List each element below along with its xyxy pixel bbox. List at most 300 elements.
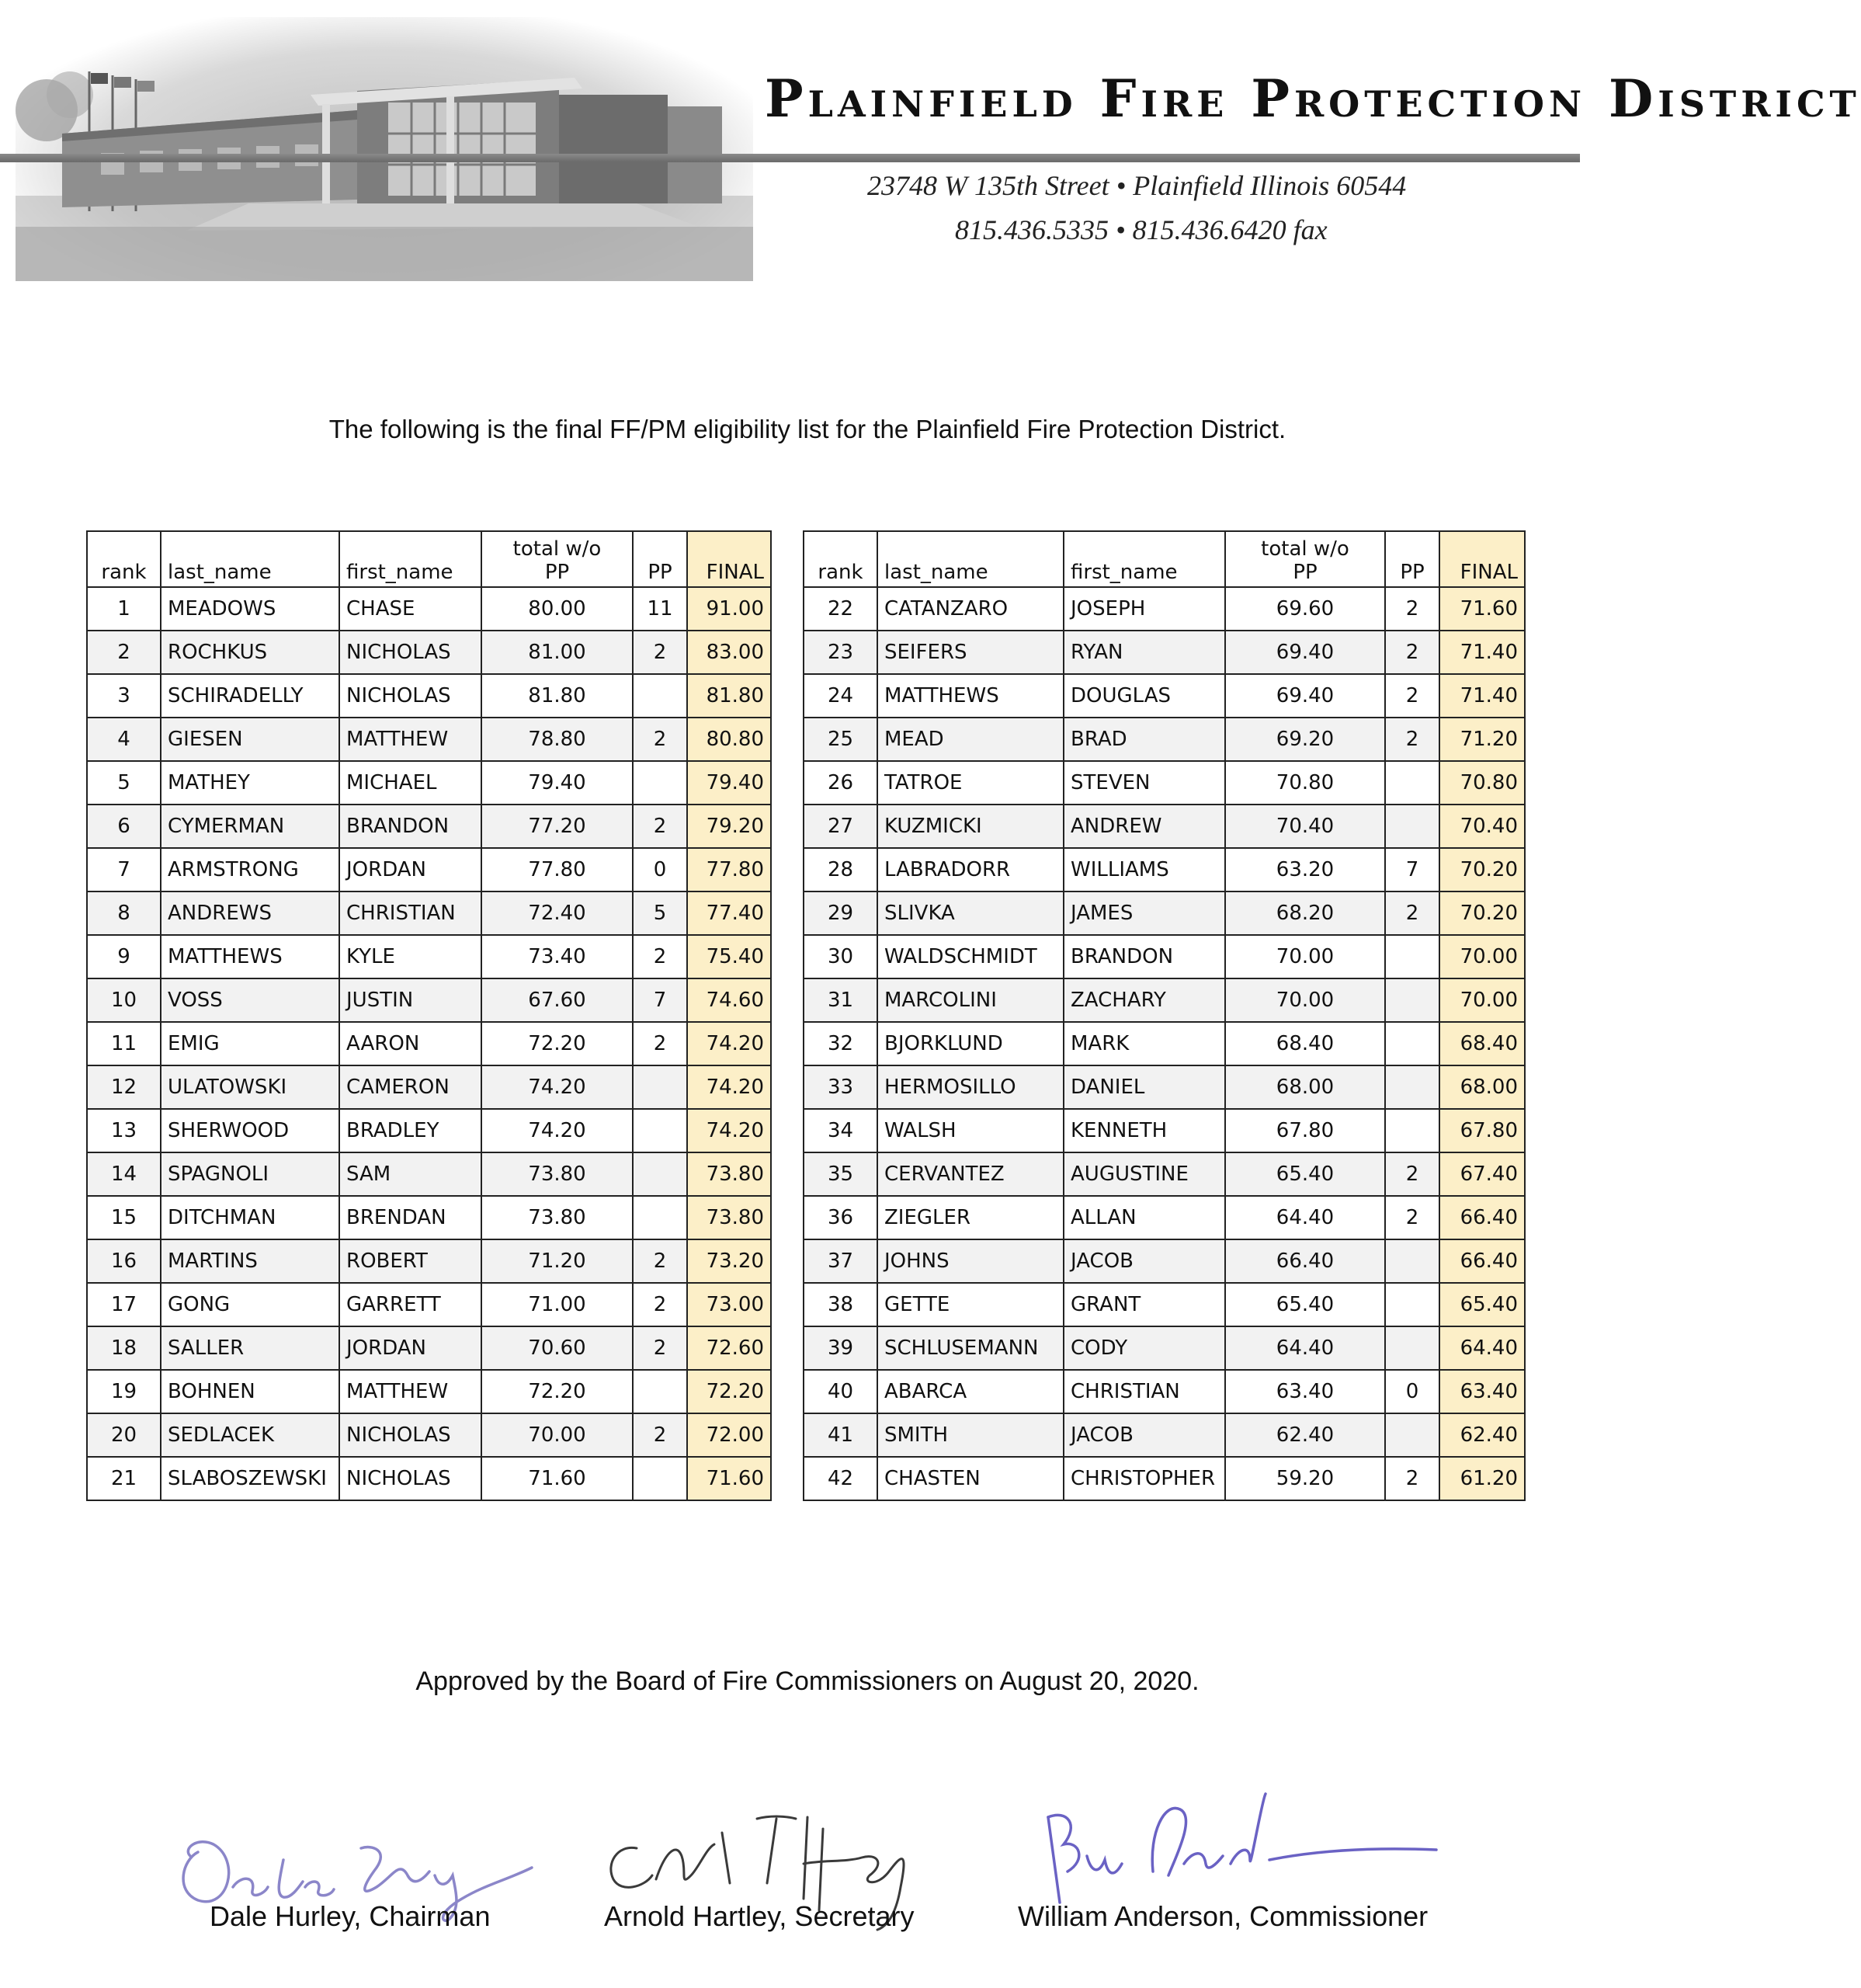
cell-last-name: VOSS	[161, 978, 339, 1022]
cell-rank: 22	[804, 587, 877, 631]
cell-total-without-pp: 63.40	[1225, 1370, 1385, 1413]
cell-final: 74.20	[687, 1065, 771, 1109]
cell-pp: 5	[633, 891, 687, 935]
cell-last-name: WALSH	[877, 1109, 1064, 1152]
table-row	[87, 1152, 771, 1196]
cell-final: 71.20	[1439, 718, 1525, 761]
cell-final: 74.20	[687, 1109, 771, 1152]
cell-first-name: JUSTIN	[339, 978, 481, 1022]
cell-pp	[1385, 1239, 1439, 1283]
cell-last-name: SLABOSZEWSKI	[161, 1457, 339, 1500]
table-row	[804, 1022, 1525, 1065]
cell-rank: 7	[87, 848, 161, 891]
cell-first-name: STEVEN	[1064, 761, 1225, 805]
cell-first-name: SAM	[339, 1152, 481, 1196]
cell-final: 81.80	[687, 674, 771, 718]
cell-final: 66.40	[1439, 1196, 1525, 1239]
cell-total-without-pp: 65.40	[1225, 1283, 1385, 1326]
cell-final: 73.80	[687, 1196, 771, 1239]
table-row	[804, 1109, 1525, 1152]
table-row	[804, 1065, 1525, 1109]
cell-final: 71.40	[1439, 674, 1525, 718]
cell-total-without-pp: 74.20	[481, 1109, 633, 1152]
cell-first-name: MATTHEW	[339, 718, 481, 761]
cell-final: 70.80	[1439, 761, 1525, 805]
cell-first-name: NICHOLAS	[339, 1457, 481, 1500]
cell-final: 71.40	[1439, 631, 1525, 674]
col-header-rank: rank	[804, 531, 877, 587]
table-row	[87, 674, 771, 718]
cell-rank: 30	[804, 935, 877, 978]
table-row	[87, 1239, 771, 1283]
letterhead	[0, 0, 1861, 295]
cell-pp	[1385, 1413, 1439, 1457]
cell-total-without-pp: 81.80	[481, 674, 633, 718]
cell-first-name: JORDAN	[339, 1326, 481, 1370]
cell-total-without-pp: 62.40	[1225, 1413, 1385, 1457]
cell-rank: 9	[87, 935, 161, 978]
cell-pp	[1385, 761, 1439, 805]
cell-pp	[1385, 935, 1439, 978]
cell-last-name: SCHIRADELLY	[161, 674, 339, 718]
table-row	[87, 1022, 771, 1065]
cell-rank: 36	[804, 1196, 877, 1239]
cell-total-without-pp: 63.20	[1225, 848, 1385, 891]
cell-total-without-pp: 72.40	[481, 891, 633, 935]
cell-last-name: GETTE	[877, 1283, 1064, 1326]
table-body-right	[804, 587, 1525, 1500]
table-row	[87, 891, 771, 935]
cell-final: 66.40	[1439, 1239, 1525, 1283]
cell-last-name: HERMOSILLO	[877, 1065, 1064, 1109]
eligibility-table-right	[803, 530, 1526, 1501]
cell-first-name: NICHOLAS	[339, 1413, 481, 1457]
cell-last-name: BJORKLUND	[877, 1022, 1064, 1065]
cell-total-without-pp: 77.80	[481, 848, 633, 891]
cell-pp: 2	[633, 718, 687, 761]
cell-pp: 2	[633, 1022, 687, 1065]
cell-pp	[1385, 1109, 1439, 1152]
cell-last-name: LABRADORR	[877, 848, 1064, 891]
cell-rank: 37	[804, 1239, 877, 1283]
cell-last-name: SEDLACEK	[161, 1413, 339, 1457]
cell-last-name: ZIEGLER	[877, 1196, 1064, 1239]
table-body-left	[87, 587, 771, 1500]
cell-final: 77.40	[687, 891, 771, 935]
cell-last-name: SALLER	[161, 1326, 339, 1370]
cell-pp: 2	[1385, 718, 1439, 761]
cell-first-name: BRANDON	[339, 805, 481, 848]
cell-first-name: RYAN	[1064, 631, 1225, 674]
cell-first-name: BRANDON	[1064, 935, 1225, 978]
cell-rank: 3	[87, 674, 161, 718]
cell-total-without-pp: 59.20	[1225, 1457, 1385, 1500]
cell-first-name: DANIEL	[1064, 1065, 1225, 1109]
table-row	[804, 1413, 1525, 1457]
cell-total-without-pp: 72.20	[481, 1370, 633, 1413]
cell-first-name: CODY	[1064, 1326, 1225, 1370]
cell-first-name: ROBERT	[339, 1239, 481, 1283]
cell-first-name: ALLAN	[1064, 1196, 1225, 1239]
cell-final: 83.00	[687, 631, 771, 674]
cell-rank: 18	[87, 1326, 161, 1370]
cell-pp: 2	[633, 1239, 687, 1283]
cell-total-without-pp: 65.40	[1225, 1152, 1385, 1196]
cell-total-without-pp: 73.40	[481, 935, 633, 978]
cell-rank: 40	[804, 1370, 877, 1413]
table-row	[804, 1457, 1525, 1500]
cell-first-name: CAMERON	[339, 1065, 481, 1109]
cell-first-name: BRENDAN	[339, 1196, 481, 1239]
cell-pp: 2	[633, 935, 687, 978]
cell-total-without-pp: 64.40	[1225, 1196, 1385, 1239]
cell-first-name: AUGUSTINE	[1064, 1152, 1225, 1196]
cell-pp	[633, 761, 687, 805]
cell-pp: 2	[1385, 891, 1439, 935]
cell-total-without-pp: 70.00	[1225, 935, 1385, 978]
cell-final: 70.00	[1439, 935, 1525, 978]
cell-last-name: SHERWOOD	[161, 1109, 339, 1152]
cell-rank: 38	[804, 1283, 877, 1326]
cell-total-without-pp: 71.60	[481, 1457, 633, 1500]
cell-total-without-pp: 70.80	[1225, 761, 1385, 805]
cell-pp: 2	[633, 1283, 687, 1326]
table-row	[87, 761, 771, 805]
cell-last-name: ABARCA	[877, 1370, 1064, 1413]
cell-last-name: SEIFERS	[877, 631, 1064, 674]
signature-dale-hurley	[167, 1813, 540, 1932]
cell-rank: 24	[804, 674, 877, 718]
cell-final: 79.20	[687, 805, 771, 848]
cell-final: 71.60	[687, 1457, 771, 1500]
cell-first-name: MATTHEW	[339, 1370, 481, 1413]
cell-pp: 0	[1385, 1370, 1439, 1413]
table-row	[87, 1326, 771, 1370]
cell-last-name: CATANZARO	[877, 587, 1064, 631]
cell-first-name: MICHAEL	[339, 761, 481, 805]
table-row	[87, 935, 771, 978]
cell-rank: 26	[804, 761, 877, 805]
cell-rank: 31	[804, 978, 877, 1022]
cell-first-name: ZACHARY	[1064, 978, 1225, 1022]
table-row	[87, 1283, 771, 1326]
cell-rank: 27	[804, 805, 877, 848]
col-header-rank: rank	[87, 531, 161, 587]
cell-first-name: KYLE	[339, 935, 481, 978]
signature-arnold-hartley	[590, 1802, 947, 1934]
cell-final: 74.20	[687, 1022, 771, 1065]
cell-final: 63.40	[1439, 1370, 1525, 1413]
cell-rank: 28	[804, 848, 877, 891]
table-row	[87, 1370, 771, 1413]
cell-final: 67.80	[1439, 1109, 1525, 1152]
cell-rank: 1	[87, 587, 161, 631]
cell-rank: 34	[804, 1109, 877, 1152]
table-row	[804, 1370, 1525, 1413]
cell-first-name: MARK	[1064, 1022, 1225, 1065]
intro-text: The following is the final FF/PM eligibility list for the Plainfield Fire Protection District.	[328, 415, 1286, 443]
cell-rank: 6	[87, 805, 161, 848]
cell-rank: 21	[87, 1457, 161, 1500]
cell-last-name: DITCHMAN	[161, 1196, 339, 1239]
table-row	[87, 1196, 771, 1239]
cell-pp: 2	[633, 1413, 687, 1457]
table-row	[804, 935, 1525, 978]
cell-pp: 7	[1385, 848, 1439, 891]
col-header-total: total w/o PP	[481, 531, 633, 587]
cell-rank: 15	[87, 1196, 161, 1239]
table-row	[804, 631, 1525, 674]
cell-rank: 8	[87, 891, 161, 935]
cell-final: 91.00	[687, 587, 771, 631]
cell-last-name: MATTHEWS	[161, 935, 339, 978]
table-row	[87, 631, 771, 674]
cell-last-name: MEADOWS	[161, 587, 339, 631]
cell-last-name: MEAD	[877, 718, 1064, 761]
cell-final: 61.20	[1439, 1457, 1525, 1500]
cell-first-name: BRADLEY	[339, 1109, 481, 1152]
cell-final: 73.20	[687, 1239, 771, 1283]
cell-pp: 2	[1385, 1457, 1439, 1500]
cell-first-name: CHRISTIAN	[1064, 1370, 1225, 1413]
cell-pp	[1385, 1326, 1439, 1370]
cell-final: 75.40	[687, 935, 771, 978]
cell-last-name: GONG	[161, 1283, 339, 1326]
cell-final: 68.00	[1439, 1065, 1525, 1109]
cell-first-name: KENNETH	[1064, 1109, 1225, 1152]
table-row	[804, 891, 1525, 935]
cell-pp	[633, 1457, 687, 1500]
cell-total-without-pp: 78.80	[481, 718, 633, 761]
table-row	[804, 1326, 1525, 1370]
table-header-row	[87, 531, 771, 587]
cell-final: 77.80	[687, 848, 771, 891]
eligibility-table-left	[86, 530, 772, 1501]
cell-first-name: JACOB	[1064, 1239, 1225, 1283]
cell-first-name: BRAD	[1064, 718, 1225, 761]
cell-last-name: GIESEN	[161, 718, 339, 761]
cell-last-name: ARMSTRONG	[161, 848, 339, 891]
cell-rank: 32	[804, 1022, 877, 1065]
cell-last-name: SMITH	[877, 1413, 1064, 1457]
cell-rank: 20	[87, 1413, 161, 1457]
cell-first-name: JAMES	[1064, 891, 1225, 935]
cell-first-name: CHRISTOPHER	[1064, 1457, 1225, 1500]
org-phone: 815.436.5335 • 815.436.6420 fax	[955, 214, 1328, 245]
cell-rank: 14	[87, 1152, 161, 1196]
cell-total-without-pp: 77.20	[481, 805, 633, 848]
table-row	[804, 718, 1525, 761]
cell-total-without-pp: 70.60	[481, 1326, 633, 1370]
cell-first-name: JACOB	[1064, 1413, 1225, 1457]
cell-rank: 13	[87, 1109, 161, 1152]
cell-final: 72.20	[687, 1370, 771, 1413]
cell-rank: 2	[87, 631, 161, 674]
cell-final: 68.40	[1439, 1022, 1525, 1065]
table-row	[87, 587, 771, 631]
cell-pp: 2	[1385, 674, 1439, 718]
cell-pp: 11	[633, 587, 687, 631]
col-header-first-name: first_name	[339, 531, 481, 587]
cell-pp: 2	[1385, 1152, 1439, 1196]
cell-first-name: GRANT	[1064, 1283, 1225, 1326]
cell-last-name: SPAGNOLI	[161, 1152, 339, 1196]
cell-rank: 10	[87, 978, 161, 1022]
cell-final: 74.60	[687, 978, 771, 1022]
cell-last-name: WALDSCHMIDT	[877, 935, 1064, 978]
table-row	[87, 978, 771, 1022]
col-header-final: FINAL	[1439, 531, 1525, 587]
table-row	[87, 718, 771, 761]
cell-last-name: MARCOLINI	[877, 978, 1064, 1022]
cell-final: 70.20	[1439, 891, 1525, 935]
cell-first-name: GARRETT	[339, 1283, 481, 1326]
table-row	[804, 587, 1525, 631]
cell-total-without-pp: 70.00	[481, 1413, 633, 1457]
cell-pp: 7	[633, 978, 687, 1022]
cell-total-without-pp: 71.20	[481, 1239, 633, 1283]
cell-final: 71.60	[1439, 587, 1525, 631]
cell-first-name: NICHOLAS	[339, 674, 481, 718]
approval-text: Approved by the Board of Fire Commissioners on August 20, 2020.	[415, 1667, 1200, 1696]
signature-caption-secretary: Arnold Hartley, Secretary	[604, 1900, 915, 1932]
table-row	[804, 1152, 1525, 1196]
cell-final: 73.00	[687, 1283, 771, 1326]
cell-pp	[633, 1152, 687, 1196]
cell-pp	[633, 1196, 687, 1239]
cell-rank: 33	[804, 1065, 877, 1109]
signature-william-anderson	[1013, 1786, 1448, 1934]
cell-rank: 4	[87, 718, 161, 761]
cell-pp	[633, 674, 687, 718]
cell-total-without-pp: 67.80	[1225, 1109, 1385, 1152]
cell-rank: 29	[804, 891, 877, 935]
cell-total-without-pp: 80.00	[481, 587, 633, 631]
cell-total-without-pp: 74.20	[481, 1065, 633, 1109]
cell-rank: 25	[804, 718, 877, 761]
cell-final: 65.40	[1439, 1283, 1525, 1326]
cell-rank: 35	[804, 1152, 877, 1196]
cell-final: 72.00	[687, 1413, 771, 1457]
col-header-last-name: last_name	[877, 531, 1064, 587]
col-header-pp: PP	[633, 531, 687, 587]
signature-caption-commissioner: William Anderson, Commissioner	[1018, 1900, 1429, 1932]
cell-total-without-pp: 67.60	[481, 978, 633, 1022]
col-header-last-name: last_name	[161, 531, 339, 587]
cell-last-name: CYMERMAN	[161, 805, 339, 848]
cell-pp: 2	[1385, 1196, 1439, 1239]
cell-first-name: ANDREW	[1064, 805, 1225, 848]
cell-first-name: AARON	[339, 1022, 481, 1065]
cell-first-name: JORDAN	[339, 848, 481, 891]
table-row	[87, 848, 771, 891]
table-header-row	[804, 531, 1525, 587]
table-row	[804, 1239, 1525, 1283]
cell-last-name: ROCHKUS	[161, 631, 339, 674]
cell-first-name: CHASE	[339, 587, 481, 631]
cell-first-name: CHRISTIAN	[339, 891, 481, 935]
table-row	[87, 1457, 771, 1500]
header-rule	[0, 154, 1580, 162]
cell-last-name: ULATOWSKI	[161, 1065, 339, 1109]
cell-final: 79.40	[687, 761, 771, 805]
cell-last-name: KUZMICKI	[877, 805, 1064, 848]
cell-rank: 42	[804, 1457, 877, 1500]
cell-last-name: BOHNEN	[161, 1370, 339, 1413]
cell-total-without-pp: 70.40	[1225, 805, 1385, 848]
cell-final: 70.00	[1439, 978, 1525, 1022]
cell-final: 73.80	[687, 1152, 771, 1196]
cell-final: 72.60	[687, 1326, 771, 1370]
table-row	[804, 1196, 1525, 1239]
cell-total-without-pp: 79.40	[481, 761, 633, 805]
cell-last-name: CHASTEN	[877, 1457, 1064, 1500]
cell-pp	[1385, 1065, 1439, 1109]
table-row	[87, 805, 771, 848]
cell-total-without-pp: 72.20	[481, 1022, 633, 1065]
cell-last-name: MARTINS	[161, 1239, 339, 1283]
col-header-total: total w/o PP	[1225, 531, 1385, 587]
cell-total-without-pp: 81.00	[481, 631, 633, 674]
cell-last-name: EMIG	[161, 1022, 339, 1065]
cell-final: 70.20	[1439, 848, 1525, 891]
cell-rank: 23	[804, 631, 877, 674]
cell-last-name: SCHLUSEMANN	[877, 1326, 1064, 1370]
cell-total-without-pp: 69.60	[1225, 587, 1385, 631]
cell-total-without-pp: 71.00	[481, 1283, 633, 1326]
cell-rank: 5	[87, 761, 161, 805]
org-name: Plainfield Fire Protection District	[765, 68, 1861, 129]
cell-total-without-pp: 70.00	[1225, 978, 1385, 1022]
cell-rank: 39	[804, 1326, 877, 1370]
cell-total-without-pp: 64.40	[1225, 1326, 1385, 1370]
table-row	[87, 1065, 771, 1109]
table-row	[804, 848, 1525, 891]
cell-first-name: WILLIAMS	[1064, 848, 1225, 891]
cell-pp	[1385, 805, 1439, 848]
col-header-final: FINAL	[687, 531, 771, 587]
cell-last-name: SLIVKA	[877, 891, 1064, 935]
cell-pp	[633, 1065, 687, 1109]
cell-pp: 0	[633, 848, 687, 891]
cell-pp	[1385, 978, 1439, 1022]
cell-pp: 2	[633, 1326, 687, 1370]
cell-rank: 17	[87, 1283, 161, 1326]
fire-station-image	[16, 17, 753, 281]
cell-final: 64.40	[1439, 1326, 1525, 1370]
signature-caption-chairman: Dale Hurley, Chairman	[210, 1900, 491, 1932]
cell-pp: 2	[1385, 631, 1439, 674]
table-row	[804, 805, 1525, 848]
cell-rank: 19	[87, 1370, 161, 1413]
cell-pp	[633, 1370, 687, 1413]
col-header-first-name: first_name	[1064, 531, 1225, 587]
cell-pp	[1385, 1283, 1439, 1326]
cell-rank: 41	[804, 1413, 877, 1457]
cell-last-name: MATTHEWS	[877, 674, 1064, 718]
table-row	[87, 1413, 771, 1457]
cell-first-name: NICHOLAS	[339, 631, 481, 674]
cell-total-without-pp: 66.40	[1225, 1239, 1385, 1283]
table-row	[804, 1283, 1525, 1326]
cell-total-without-pp: 68.00	[1225, 1065, 1385, 1109]
cell-last-name: MATHEY	[161, 761, 339, 805]
cell-first-name: JOSEPH	[1064, 587, 1225, 631]
col-header-pp: PP	[1385, 531, 1439, 587]
table-row	[804, 978, 1525, 1022]
cell-final: 62.40	[1439, 1413, 1525, 1457]
cell-total-without-pp: 68.20	[1225, 891, 1385, 935]
